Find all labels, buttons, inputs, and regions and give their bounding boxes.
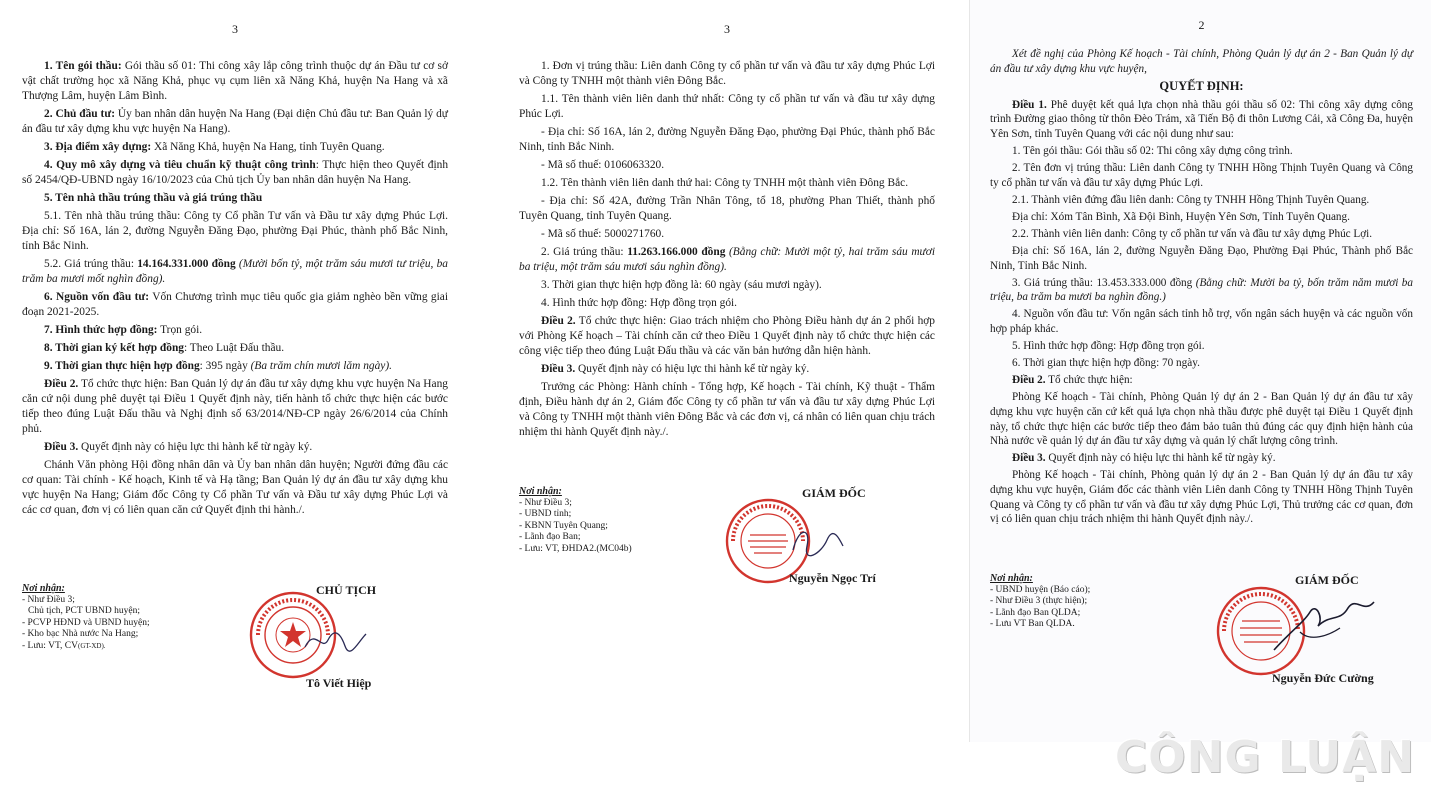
paragraph	[519, 380, 935, 440]
paragraph-label: 5. Tên nhà thầu trúng thầu và giá trúng thầu	[44, 192, 263, 204]
paragraph	[990, 390, 1413, 448]
paragraph	[990, 227, 1413, 242]
paragraph	[990, 451, 1413, 466]
paragraph-text: Quyết định này có hiệu lực thi hành kể từ ngày ký.	[1045, 452, 1276, 465]
paragraph-text: Ủy ban nhân dân huyện Na Hang (Đại diện Chủ đầu tư: Ban Quản lý dự án đầu tư xây dựng khu vực huyện Na Hang).	[22, 108, 448, 135]
recipients-block	[22, 583, 448, 652]
paragraph-text: 3. Giá trúng thầu: 13.453.333.000 đồng	[1012, 276, 1193, 289]
recipient-code: (GT-XD).	[78, 641, 106, 650]
amount-value: 11.263.166.000 đồng	[627, 246, 726, 258]
paragraph	[22, 158, 448, 188]
paragraph-text: Tổ chức thực hiện: Ban Quản lý dự án đầu tư xây dựng khu vực huyện Na Hang căn cứ nội dung phê duyệt tại Điều 1 Quyết định này, tiến hành tổ chức thực hiện các bước tiếp theo đúng Luật Đấu thầu và Nghị định số 63/2014/NĐ-CP ngày 26/6/2014 của Chính phủ.	[22, 378, 448, 435]
paragraph	[22, 377, 448, 437]
signer-role: CHỦ TỊCH	[316, 583, 377, 597]
document-page-1	[0, 0, 470, 801]
document-page-3	[969, 0, 1431, 742]
page-body	[22, 59, 448, 518]
amount-value: 14.164.331.000 đồng	[137, 258, 236, 270]
paragraph	[22, 107, 448, 137]
paragraph	[22, 359, 448, 374]
paragraph	[22, 209, 448, 254]
paragraph	[990, 210, 1413, 225]
paragraph-text: 1. Tên gói thầu: Gói thầu số 02: Thi công xây dựng công trình.	[1012, 144, 1293, 157]
signer-name: Nguyễn Đức Cường	[1272, 671, 1374, 685]
paragraph-label: 2. Chủ đầu tư:	[44, 108, 115, 120]
paragraph	[22, 341, 448, 356]
recipients-title: Nơi nhận:	[990, 573, 1033, 584]
signer-role: GIÁM ĐỐC	[1295, 573, 1359, 587]
paragraph-text: 5.2. Giá trúng thầu:	[44, 258, 138, 270]
paragraph	[22, 323, 448, 338]
paragraph	[519, 227, 935, 242]
recipient-line: - UBND tỉnh;	[519, 509, 572, 519]
paragraph-text: 2.2. Thành viên liên danh: Công ty cổ phần tư vấn và đầu tư xây dựng Phúc Lợi.	[1012, 227, 1373, 240]
paragraph	[519, 176, 935, 191]
paragraph	[990, 339, 1413, 354]
recipient-line: - UBND huyện (Báo cáo);	[990, 584, 1091, 595]
document-page-2	[497, 0, 957, 801]
recipient-text: - Lưu: VT, CV	[22, 640, 78, 651]
recipient-line: - Kho bạc Nhà nước Na Hang;	[22, 629, 139, 639]
paragraph-text: - Mã số thuế: 0106063320.	[541, 159, 665, 171]
signature-icon	[300, 622, 370, 662]
recipient-line	[22, 641, 448, 653]
paragraph-text: Phòng Kế hoạch - Tài chính, Phòng Quản lý dự án 2 - Ban Quản lý dự án đầu tư xây dựng khu vực huyện căn cứ kết quả lựa chọn nhà thầu được phê duyệt tại Điều 1 Quyết định này, tổ chức thực hiện các bước tiếp theo đảm bảo tuân thủ đúng các quy định hiện hành của Nhà nước về quản lý dự án đầu tư xây dựng và quản lý chất lượng công trình.	[990, 391, 1413, 448]
page-number: 3	[232, 22, 238, 36]
recipients-title: Nơi nhận:	[22, 583, 65, 594]
signer-role: GIÁM ĐỐC	[802, 486, 866, 500]
recipient-line: - Như Điều 3;	[22, 594, 75, 605]
paragraph-text: 1. Đơn vị trúng thầu: Liên danh Công ty cổ phần tư vấn và đầu tư xây dựng Phúc Lợi và Công ty TNHH một thành viên Đông Bắc.	[519, 60, 935, 87]
paragraph-text: Chánh Văn phòng Hội đồng nhân dân và Ủy ban nhân dân huyện; Người đứng đầu các cơ quan: Tài chính - Kế hoạch, Kinh tế và Hạ tầng; Ban Quản lý dự án đầu tư xây dựng khu vực huyện Na Hang; Giám đốc Công ty Cổ phần Tư vấn và Đầu tư xây dựng Phúc Lợi và các cơ quan, đơn vị có liên quan căn cứ Quyết định thi hành./.	[22, 459, 448, 516]
paragraph-text: Địa chỉ: Số 16A, lán 2, đường Nguyễn Đăng Đạo, Phường Đại Phúc, Thành phố Bắc Ninh, Tỉnh Bắc Ninh.	[990, 245, 1413, 272]
paragraph-label: Điều 2.	[541, 315, 576, 327]
paragraph	[519, 125, 935, 155]
paragraph-text: 2.1. Thành viên đứng đầu liên danh: Công ty TNHH Hồng Thịnh Tuyên Quang.	[1012, 193, 1370, 206]
paragraph	[519, 194, 935, 224]
paragraph-text: 2. Tên đơn vị trúng thầu: Liên danh Công ty TNHH Hồng Thịnh Tuyên Quang và Công ty cổ phần tư vấn và đầu tư xây dựng Phúc Lợi.	[990, 162, 1413, 189]
paragraph-text: 2. Giá trúng thầu:	[541, 246, 628, 258]
recipient-line: - Lưu: VT, ĐHDA2.(MC04b)	[519, 543, 632, 554]
paragraph	[22, 458, 448, 518]
paragraph-text: Quyết định này có hiệu lực thi hành kể từ ngày ký.	[78, 441, 313, 453]
recipient-line: - PCVP HĐND và UBND huyện;	[22, 617, 150, 628]
amount-in-words: (Bằng chữ: Mười ba tỷ, bốn trăm năm mươi ba triệu, ba trăm ba mươi ba nghìn đồng.)	[990, 276, 1413, 304]
paragraph-text: Địa chỉ: Xóm Tân Bình, Xã Đội Bình, Huyện Yên Sơn, Tỉnh Tuyên Quang.	[1012, 210, 1350, 223]
paragraph-text: 1.2. Tên thành viên liên danh thứ hai: Công ty TNHH một thành viên Đông Bắc.	[541, 177, 909, 189]
paragraph	[519, 92, 935, 122]
paragraph-text: Tổ chức thực hiện: Giao trách nhiệm cho Phòng Điều hành dự án 2 phối hợp với Phòng Kế hoạch – Tài chính căn cứ theo Điều 1 Quyết định này tổ chức thực hiện các công việc tiếp theo đúng Luật Đấu thầu và các văn bản hướng dẫn hiện hành.	[519, 315, 935, 357]
paragraph-label: Điều 3.	[1012, 452, 1046, 465]
paragraph	[990, 356, 1413, 371]
page-body	[990, 98, 1413, 527]
paragraph	[22, 290, 448, 320]
paragraph	[519, 314, 935, 359]
paragraph	[22, 440, 448, 455]
paragraph-text: Tổ chức thực hiện:	[1045, 374, 1133, 387]
paragraph-text: 5. Hình thức hợp đồng: Hợp đồng trọn gói.	[1012, 340, 1205, 353]
paragraph-text: Trưởng các Phòng: Hành chính - Tổng hợp, Kế hoạch - Tài chính, Kỹ thuật - Thẩm định, Điều hành dự án 2, Giám đốc Công ty cổ phần tư vấn và đầu tư xây dựng Phúc Lợi và Công ty TNHH một thành viên Đông Bắc và các đơn vị, cá nhân có liên quan chịu trách nhiệm thi hành Quyết định này./.	[519, 381, 935, 438]
paragraph	[990, 144, 1413, 159]
paragraph-label: 3. Địa điểm xây dựng:	[44, 141, 152, 153]
recipient-line: - KBNN Tuyên Quang;	[519, 520, 608, 531]
paragraph-text: 4. Nguồn vốn đầu tư: Vốn ngân sách tỉnh hỗ trợ, vốn ngân sách huyện và các nguồn vốn hợp pháp khác.	[990, 308, 1413, 335]
paragraph-label: 8. Thời gian ký kết hợp đồng	[44, 342, 184, 354]
paragraph-text: Xã Năng Khả, huyện Na Hang, tỉnh Tuyên Quang.	[151, 141, 385, 153]
paragraph	[519, 362, 935, 377]
paragraph	[519, 278, 935, 293]
paragraph-label: Điều 1.	[1012, 98, 1047, 111]
intro-text: Xét đề nghị của Phòng Kế hoạch - Tài chính, Phòng Quản lý dự án 2 - Ban Quản lý dự án đầu tư xây dựng khu vực huyện,	[990, 48, 1413, 75]
decision-heading: QUYẾT ĐỊNH:	[1159, 78, 1244, 93]
recipients-title: Nơi nhận:	[519, 486, 562, 497]
paragraph-text: Quyết định này có hiệu lực thi hành kể từ ngày ký.	[575, 363, 810, 375]
paragraph-text: 3. Thời gian thực hiện hợp đồng là: 60 ngày (sáu mươi ngày).	[541, 279, 822, 291]
paragraph	[519, 158, 935, 173]
paragraph	[990, 276, 1413, 305]
paragraph	[22, 257, 448, 287]
recipient-line: - Như Điều 3 (thực hiện);	[990, 596, 1088, 606]
amount-in-words: (Mười bốn tỷ, một trăm sáu mươi tư triệu, ba trăm ba mươi mốt nghìn đồng).	[22, 258, 448, 285]
page-number: 3	[724, 22, 730, 36]
paragraph	[519, 59, 935, 89]
signer-name: Tô Viết Hiệp	[306, 676, 372, 690]
paragraph	[22, 191, 448, 206]
watermark-logo: CÔNG LUẬN	[1115, 732, 1416, 783]
signature-icon	[1270, 592, 1380, 662]
paragraph-text: : Theo Luật Đấu thầu.	[183, 342, 285, 354]
paragraph-text: 4. Hình thức hợp đồng: Hợp đồng trọn gói.	[541, 297, 738, 309]
signature-icon	[787, 520, 847, 560]
paragraph	[22, 59, 448, 104]
paragraph-text: Phòng Kế hoạch - Tài chính, Phòng quản lý dự án 2 - Ban Quản lý dự án đầu tư xây dựng khu vực huyện, Giám đốc các thành viên Liên danh Công ty TNHH Hồng Thịnh Tuyên Quang và Công ty cổ phần tư vấn và đầu tư xây dựng Phúc Lợi, Thủ trưởng các cơ quan, đơn vị có liên quan chịu trách nhiệm thi hành Quyết định này./.	[990, 469, 1413, 526]
paragraph-text: : 395 ngày	[199, 360, 251, 372]
paragraph	[22, 140, 448, 155]
page-number: 2	[1198, 18, 1205, 32]
paragraph-label: 1. Tên gói thầu:	[44, 60, 122, 72]
paragraph-text: Trọn gói.	[157, 324, 203, 336]
paragraph-label: 9. Thời gian thực hiện hợp đồng	[44, 360, 200, 372]
paragraph	[990, 307, 1413, 336]
recipient-line: - Như Điều 3;	[519, 497, 572, 508]
paragraph	[990, 193, 1413, 208]
paragraph-text: Phê duyệt kết quả lựa chọn nhà thầu gói thầu số 02: Thi công xây dựng công trình Đường giao thông từ thôn Đèo Trám, xã Tiến Bộ đi thôn Lương Cải, xã Công Đa, huyện Yên Sơn, tỉnh Tuyên Quang với các nội dung như sau:	[990, 98, 1413, 140]
amount-in-words: (Ba trăm chín mươi lăm ngày).	[250, 360, 392, 372]
paragraph	[990, 373, 1413, 388]
paragraph-text: : Thực hiện theo Quyết định số 2454/QĐ-UBND ngày 16/10/2023 của Chủ tịch Ủy ban nhân dân huyện Na Hang.	[22, 159, 449, 186]
page-body	[519, 59, 935, 440]
recipient-line: - Lãnh đạo Ban QLDA;	[990, 607, 1081, 618]
paragraph	[990, 161, 1413, 190]
amount-in-words: (Bằng chữ: Mười một tỷ, hai trăm sáu mươi ba triệu, một trăm sáu mươi sáu nghìn đồng).	[519, 246, 935, 273]
paragraph	[990, 244, 1413, 273]
paragraph-text: Vốn Chương trình mục tiêu quốc gia giảm nghèo bền vững giai đoạn 2021-2025.	[22, 291, 449, 318]
recipient-line: - Lãnh đạo Ban;	[519, 532, 581, 542]
paragraph-label: Điều 3.	[541, 363, 576, 375]
paragraph-label: 7. Hình thức hợp đồng:	[44, 324, 158, 336]
paragraph-label: 6. Nguồn vốn đầu tư:	[44, 291, 150, 303]
signer-name: Nguyễn Ngọc Trí	[789, 571, 876, 585]
paragraph-text: 5.1. Tên nhà thầu trúng thầu: Công ty Cổ phần Tư vấn và Đầu tư xây dựng Phúc Lợi. Địa chỉ: Số 16A, lán 2, đường Nguyễn Đăng Đạo, phường Đại Phúc, thành phố Bắc Ninh, tỉnh Bắc Ninh.	[22, 210, 448, 252]
paragraph-text: 1.1. Tên thành viên liên danh thứ nhất: Công ty cổ phần tư vấn và đầu tư xây dựng Phúc Lợi.	[519, 93, 935, 120]
paragraph-text: 6. Thời gian thực hiện hợp đồng: 70 ngày.	[1012, 357, 1200, 370]
paragraph-text: - Mã số thuế: 5000271760.	[541, 228, 665, 240]
paragraph	[990, 468, 1413, 526]
recipient-line: Chủ tịch, PCT UBND huyện;	[28, 606, 140, 616]
paragraph-label: 4. Quy mô xây dựng và tiêu chuẩn kỹ thuật công trình	[44, 159, 316, 171]
paragraph	[519, 245, 935, 275]
paragraph-text: Gói thầu số 01: Thi công xây lắp công trình thuộc dự án Đầu tư cơ sở vật chất trường học xã Năng Khả, phục vụ cụm liên xã Năng Khả, huyện Na Hang và xã Thượng Lâm, huyện Lâm Bình.	[22, 60, 449, 102]
paragraph-label: Điều 2.	[1012, 374, 1046, 387]
recipient-line: - Lưu VT Ban QLDA.	[990, 619, 1075, 629]
paragraph	[990, 98, 1413, 142]
paragraph-text: - Địa chỉ: Số 16A, lán 2, đường Nguyễn Đăng Đạo, phường Đại Phúc, thành phố Bắc Ninh, tỉnh Bắc Ninh.	[519, 126, 935, 153]
paragraph	[519, 296, 935, 311]
paragraph-text: - Địa chỉ: Số 42A, đường Trần Nhân Tông, tổ 18, phường Phan Thiết, thành phố Tuyên Quang, tỉnh Tuyên Quang.	[519, 195, 935, 222]
paragraph-label: Điều 3.	[44, 441, 79, 453]
paragraph-label: Điều 2.	[44, 378, 79, 390]
